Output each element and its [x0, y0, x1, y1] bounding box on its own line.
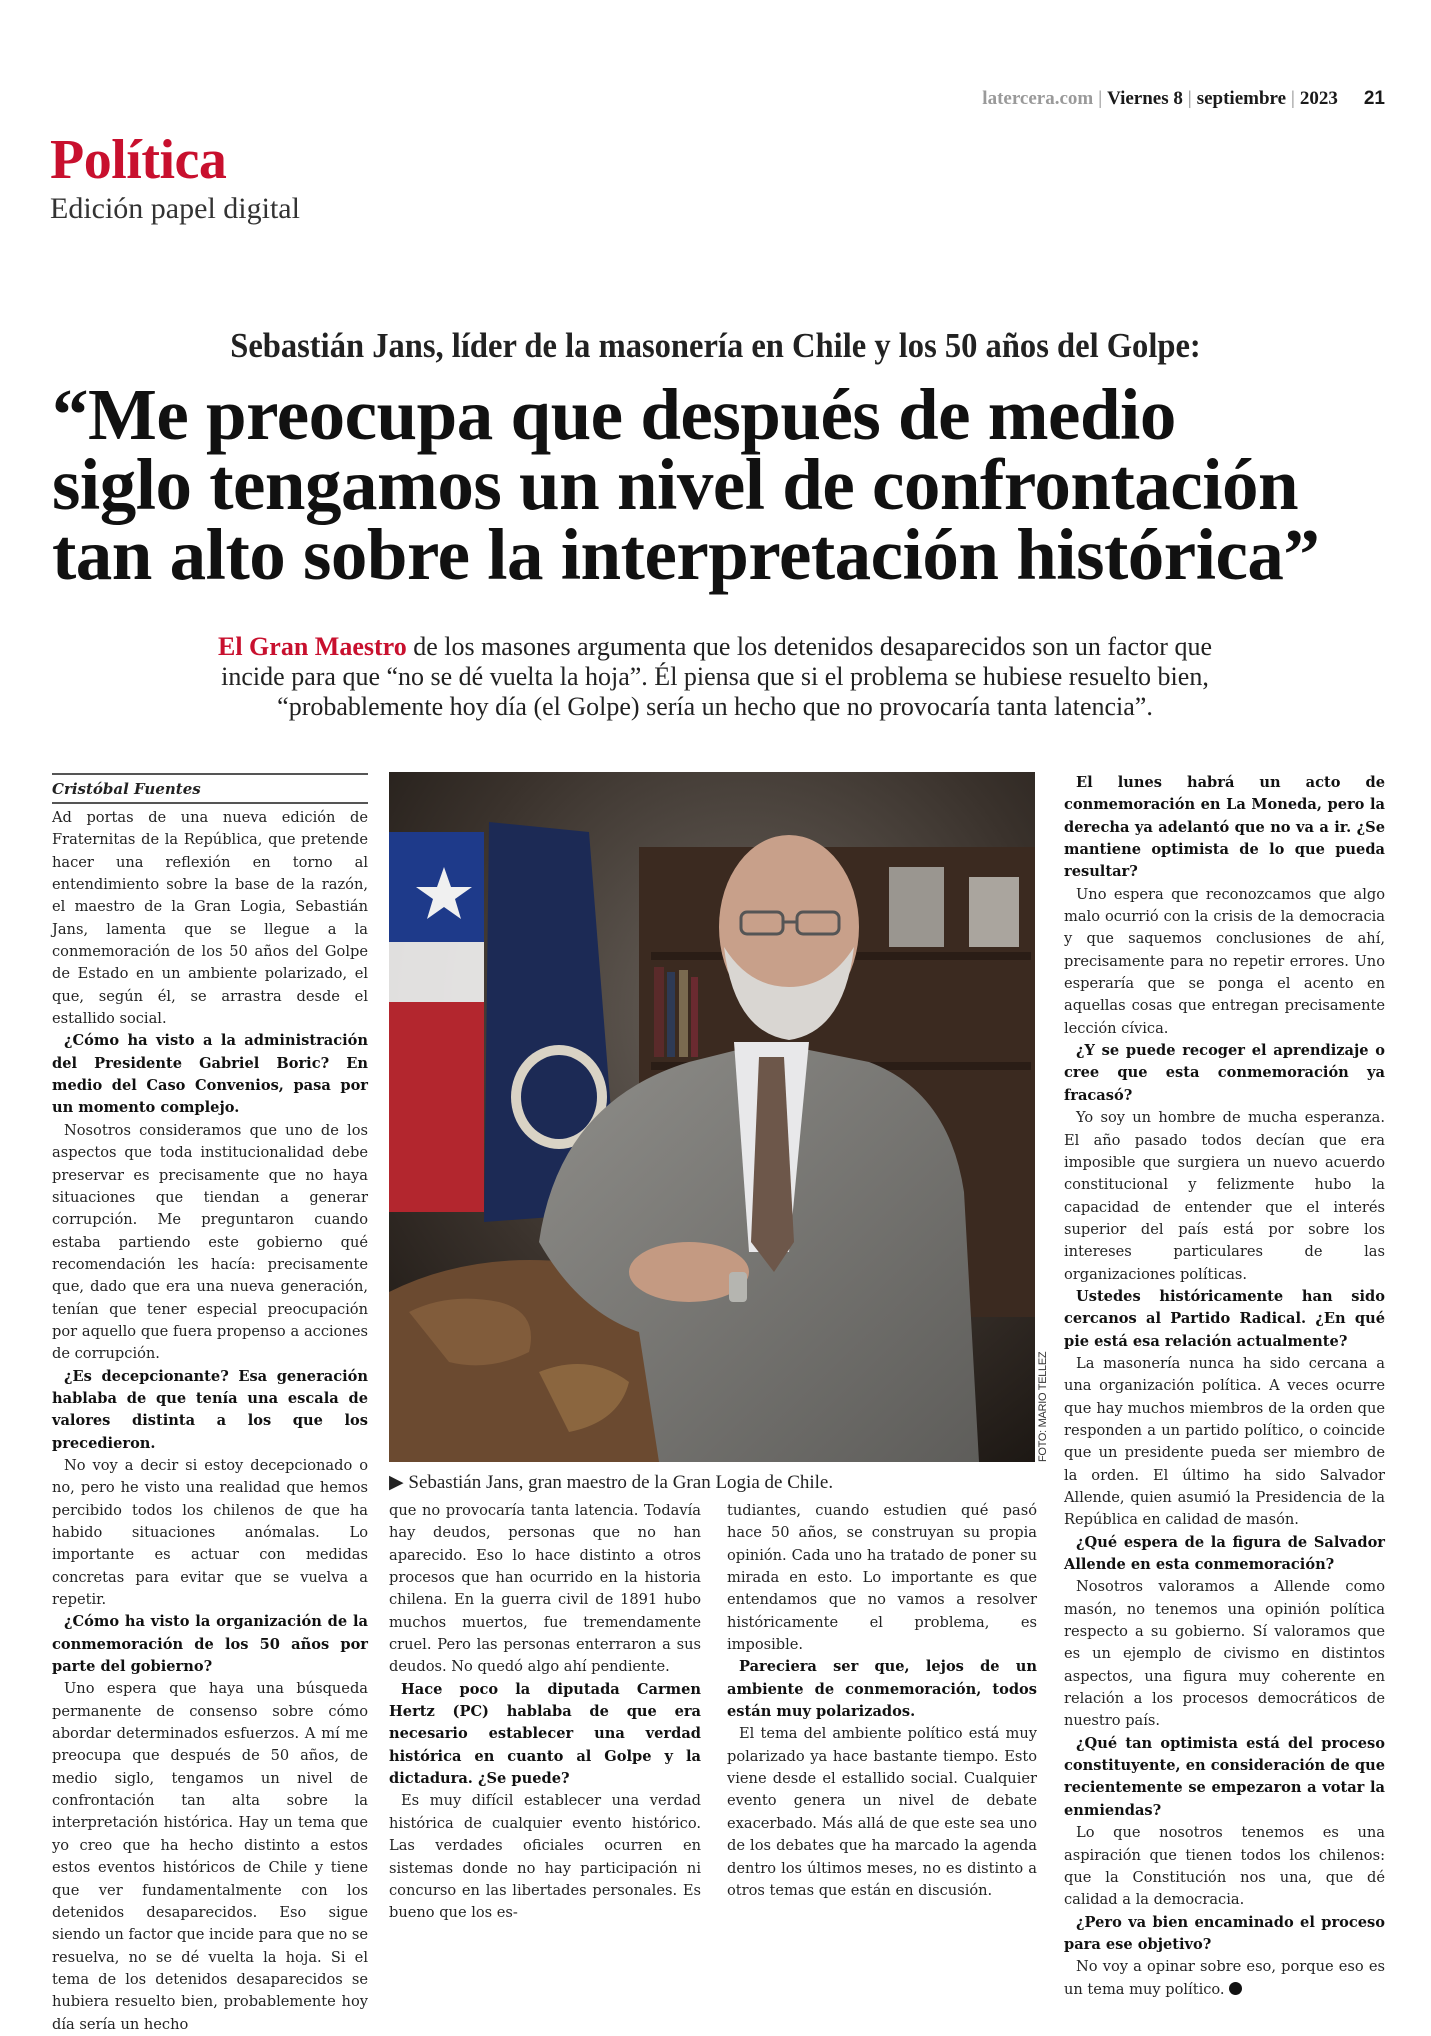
interview-answer: La masonería nunca ha sido cercana a una organización política. A veces ocurre que hay muchos miembros de la orden que responden a un partido político, o coincide que un presidente pueda ser miembro de la orden. El último ha sido Salvador Allende, quien asumió la Presidencia de la República en calidad de masón.: [1064, 1354, 1385, 1529]
edition-label: Edición papel digital: [50, 192, 300, 225]
portrait-photo-illustration: [389, 772, 1035, 1462]
interview-answer: Es muy difícil establecer una verdad histórica de cualquier evento histórico. Las verdades oficiales ocurren en sistemas donde no hay participación ni concurso en las libertades personales. Es bueno que los es-: [389, 1792, 701, 1922]
headline: [52, 374, 1392, 595]
interview-answer: Nosotros consideramos que uno de los aspectos que toda institucionalidad debe preservar es precisamente que no haya situaciones que tiendan a generar corrupción. Me preguntaron cuando estaba partiendo este gobierno qué recomendación les hacía: precisamente que, dado que era una nueva generación, tenían que tener especial preocupación por aquello que fuera propenso a acciones de corrupción.: [52, 1121, 368, 1363]
article-column-1: [52, 807, 368, 2036]
section-title: Política: [50, 129, 227, 191]
headline-line: siglo tengamos un nivel de confrontación: [52, 444, 1299, 525]
interview-question: ¿Cómo ha visto la organización de la conmemoración de los 50 años por parte del gobierno?: [52, 1613, 368, 1676]
interview-question: ¿Es decepcionante? Esa generación hablaba de que tenía una escala de valores distinta a los que los precedieron.: [52, 1367, 368, 1452]
interview-question: ¿Qué espera de la figura de Salvador Allende en esta conmemoración?: [1064, 1533, 1385, 1574]
article-paragraph-continued: tudiantes, cuando estudien qué pasó hace 50 años, se construyan su propia opinión. Cada uno ha tratado de poner su mirada en esto. Lo importante es que entendamos que no vamos a resolver históricamente el problema, es imposible.: [727, 1502, 1037, 1654]
article-column-2: [389, 1500, 701, 1925]
photo-caption: [389, 1471, 833, 1494]
interview-answer: Uno espera que haya una búsqueda permanente de consenso sobre cómo abordar determinados esfuerzos. A mí me preocupa que después de 50 años, de medio siglo, tengamos un nivel de confrontación tan alta sobre la interpretación histórica. Hay un tema que yo creo que ha hecho distinto a estos estos eventos históricos de Chile y tiene que ver fundamentalmente con los detenidos desaparecidos. Eso sigue siendo un factor que incide para que no se resuelva, no se dé vuelta la hoja. Si el tema de los detenidos desaparecidos se hubiera resuelto bien, probablemente hoy día sería un hecho: [52, 1680, 368, 2033]
article-paragraph-continued: que no provocaría tanta latencia. Todavía hay deudos, personas que no han aparecido. Eso lo hace distinto a otros procesos que han ocurrido en la historia chilena. En la guerra civil de 1891 hubo muchos muertos, fue tremendamente cruel. Pero las personas enterraron a sus deudos. No quedó algo ahí pendiente.: [389, 1502, 701, 1676]
end-of-article-icon: [1229, 1982, 1242, 1995]
interview-question: Ustedes históricamente han sido cercanos al Partido Radical. ¿En qué pie está esa relación actualmente?: [1064, 1287, 1385, 1350]
photo-credit: FOTO: MARIO TELLEZ: [1037, 1351, 1049, 1462]
separator: |: [1187, 88, 1192, 109]
date-weekday-day: Viernes 8: [1107, 88, 1183, 109]
dek-text: de los masones argumenta que los detenidos desaparecidos son un factor que incide para que “no se dé vuelta la hoja”. Él piensa que si el problema se hubiese resuelto bien, “probablemente hoy día (el Golpe) sería un hecho que no provocaría tanta latencia”.: [221, 632, 1213, 721]
kicker: Sebastián Jans, líder de la masonería en Chile y los 50 años del Golpe:: [230, 326, 1201, 365]
article-intro: Ad portas de una nueva edición de Fraternitas de la República, que pretende hacer una reflexión en torno al entendimiento sobre la base de la razón, el maestro de la Gran Logia, Sebastián Jans, lamenta que se llegue a la conmemoración de los 50 años del Golpe de Estado en un ambiente polarizado, el que, según él, se arrastra desde el estallido social.: [52, 809, 368, 1028]
dek-lead: El Gran Maestro: [217, 632, 407, 661]
interview-answer: Lo que nosotros tenemos es una aspiración que tienen todos los chilenos: que la Constitución nos una, que dé calidad a la democracia.: [1064, 1824, 1385, 1909]
divider: [52, 802, 368, 804]
interview-question: Hace poco la diputada Carmen Hertz (PC) hablaba de que era necesario establecer una verdad histórica en cuanto al Golpe y la dictadura. ¿Se puede?: [389, 1680, 701, 1788]
article-column-4: [1064, 772, 1385, 2001]
date-month: septiembre: [1196, 88, 1287, 109]
article-column-3: [727, 1500, 1037, 1902]
caption-text: Sebastián Jans, gran maestro de la Gran Logia de Chile.: [408, 1472, 834, 1493]
headline-line: tan alto sobre la interpretación histórica”: [52, 514, 1320, 595]
dek: [190, 632, 1240, 722]
headline-line: “Me preocupa que después de medio: [52, 374, 1176, 455]
separator: |: [1291, 88, 1295, 109]
site-name[interactable]: latercera.com: [982, 88, 1094, 109]
interview-answer: Uno espera que reconozcamos que algo malo ocurrió con la crisis de la democracia y que saquemos conclusiones de ahí, precisamente para no repetir errores. Uno esperaría que se ponga el acento en aquellas cosas que entregan precisamente lección cívica.: [1064, 885, 1385, 1037]
interview-question: ¿Cómo ha visto a la administración del Presidente Gabriel Boric? En medio del Caso Convenios, pasa por un momento complejo.: [52, 1032, 368, 1117]
interview-answer: Yo soy un hombre de mucha esperanza. El año pasado todos decían que era imposible que surgiera un nuevo acuerdo constitucional y felizmente hubo la capacidad de entender que el interés superior del país está por sobre los intereses particulares de las organizaciones políticas.: [1064, 1109, 1385, 1283]
interview-question: El lunes habrá un acto de conmemoración en La Moneda, pero la derecha ya adelantó que no va a ir. ¿Se mantiene optimista de lo que pueda resultar?: [1064, 774, 1385, 881]
portrait-photo: [389, 772, 1035, 1462]
interview-answer: No voy a opinar sobre eso, porque eso es un tema muy político.: [1064, 1958, 1385, 1998]
interview-question: Pareciera ser que, lejos de un ambiente de conmemoración, todos están muy polarizados.: [727, 1658, 1037, 1721]
date-year: 2023: [1299, 88, 1338, 109]
byline: Cristóbal Fuentes: [52, 780, 201, 798]
page-number: 21: [1363, 88, 1385, 109]
separator: |: [1098, 88, 1103, 109]
interview-answer: El tema del ambiente político está muy polarizado ya hace bastante tiempo. Esto viene desde el estallido social. Cualquier evento genera un nivel de debate exacerbado. Más allá de que este sea uno de los debates que ha marcado la agenda dentro los últimos meses, no es distinto a otros temas que están en discusión.: [727, 1725, 1037, 1899]
interview-answer: Nosotros valoramos a Allende como masón, no tenemos una opinión política respecto a su gobierno. Sí valoramos que es un ejemplo de civismo en distintos aspectos, una figura muy coherente en relación a los procesos democráticos de nuestro país.: [1064, 1578, 1385, 1730]
interview-question: ¿Y se puede recoger el aprendizaje o cree que esta conmemoración ya fracasó?: [1064, 1042, 1385, 1104]
interview-question: ¿Pero va bien encaminado el proceso para ese objetivo?: [1064, 1913, 1385, 1953]
interview-answer: No voy a decir si estoy decepcionado o no, pero he visto una realidad que hemos percibido todos los chilenos de que ha habido situaciones anómalas. Lo importante es actuar con medidas concretas para evitar que se vuelva a repetir.: [52, 1456, 368, 1609]
interview-question: ¿Qué tan optimista está del proceso constituyente, en consideración de que recientemente se empezaron a votar la enmiendas?: [1064, 1734, 1385, 1819]
byline-block: [52, 773, 368, 804]
dateline: [982, 88, 1385, 110]
caption-arrow-icon: ▶: [389, 1472, 404, 1493]
